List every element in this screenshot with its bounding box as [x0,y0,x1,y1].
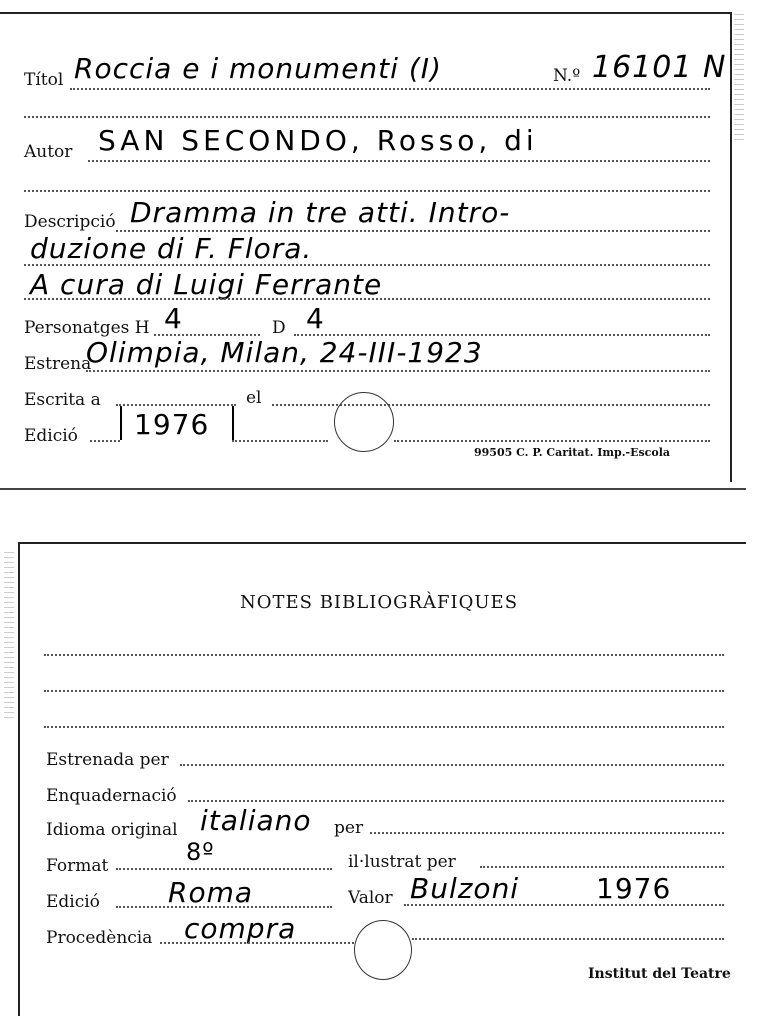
autor-value: SAN SECONDO, Rosso, di [98,124,538,157]
edicio-back-line [116,906,332,908]
titol-value: Roccia e i monumenti (I) [74,52,442,85]
autor-label: Autor [24,142,73,162]
numero-label: N.º [553,66,581,86]
descripcio-line-3: A cura di Luigi Ferrante [30,268,383,301]
valor-line [404,904,724,906]
notes-line-3 [44,726,724,728]
edicio-back-value: Roma [168,876,254,909]
edicio-line-c [394,440,710,442]
valor-label: Valor [348,888,393,908]
autor-line-2 [24,190,710,192]
edicio-line-a [90,440,120,442]
procedencia-line-b [412,938,724,940]
descripcio-line-1: Dramma in tre atti. Intro- [130,196,511,229]
titol-label: Títol [24,70,64,90]
enquadernacio-label: Enquadernació [46,786,177,806]
descripcio-label: Descripció [24,212,116,232]
edicio-value: 1976 [134,408,210,441]
stamp-circle-back [354,920,412,980]
scan-noise-2 [4,548,14,718]
autor-line [88,160,710,162]
format-line [116,868,332,870]
scan-noise [734,10,744,140]
valor-value: Bulzoni [410,872,520,905]
edicio-back-label: Edició [46,892,100,912]
notes-heading: NOTES BIBLIOGRÀFIQUES [240,592,519,613]
descripcio-line-2: duzione di F. Flora. [30,232,313,265]
personatges-d-label: D [272,318,286,338]
estrena-value: Olimpia, Milan, 24-III-1923 [86,336,483,369]
edicio-label: Edició [24,426,78,446]
descripcio-underline-2 [24,264,710,266]
idioma-value: italiano [200,804,312,837]
escrita-label: Escrita a [24,390,101,410]
personatges-d-value: 4 [306,302,325,335]
printer-imprint: 99505 C. P. Caritat. Imp.-Escola [474,446,671,459]
notes-line-1 [44,654,724,656]
descripcio-underline-3 [24,298,710,300]
estrena-line [86,370,710,372]
idioma-label: Idioma original [46,820,178,840]
stamp-circle [334,392,394,452]
estrenada-label: Estrenada per [46,750,169,770]
illustrat-line [480,866,724,868]
idioma-per-line [370,832,724,834]
edicio-line-b [232,440,328,442]
estrenada-line [180,764,724,766]
format-label: Format [46,856,109,876]
titol-line [70,88,710,90]
estrena-label: Estrena [24,354,92,374]
card-separator [0,488,746,490]
numero-value: 16101 N [592,50,727,85]
procedencia-label: Procedència [46,928,153,948]
valor-year: 1976 [596,872,672,905]
procedencia-line-a [160,942,354,944]
procedencia-value: compra [184,912,297,945]
per-label: per [334,818,364,838]
notes-line-2 [44,690,724,692]
enquadernacio-line [188,800,724,802]
personatges-h-value: 4 [164,302,183,335]
personatges-label: Personatges H [24,318,150,338]
institution-name: Institut del Teatre [588,966,731,982]
illustrat-label: il·lustrat per [348,852,456,872]
format-value: 8º [186,838,215,866]
el-label: el [246,388,262,408]
titol-line-2 [24,116,710,118]
